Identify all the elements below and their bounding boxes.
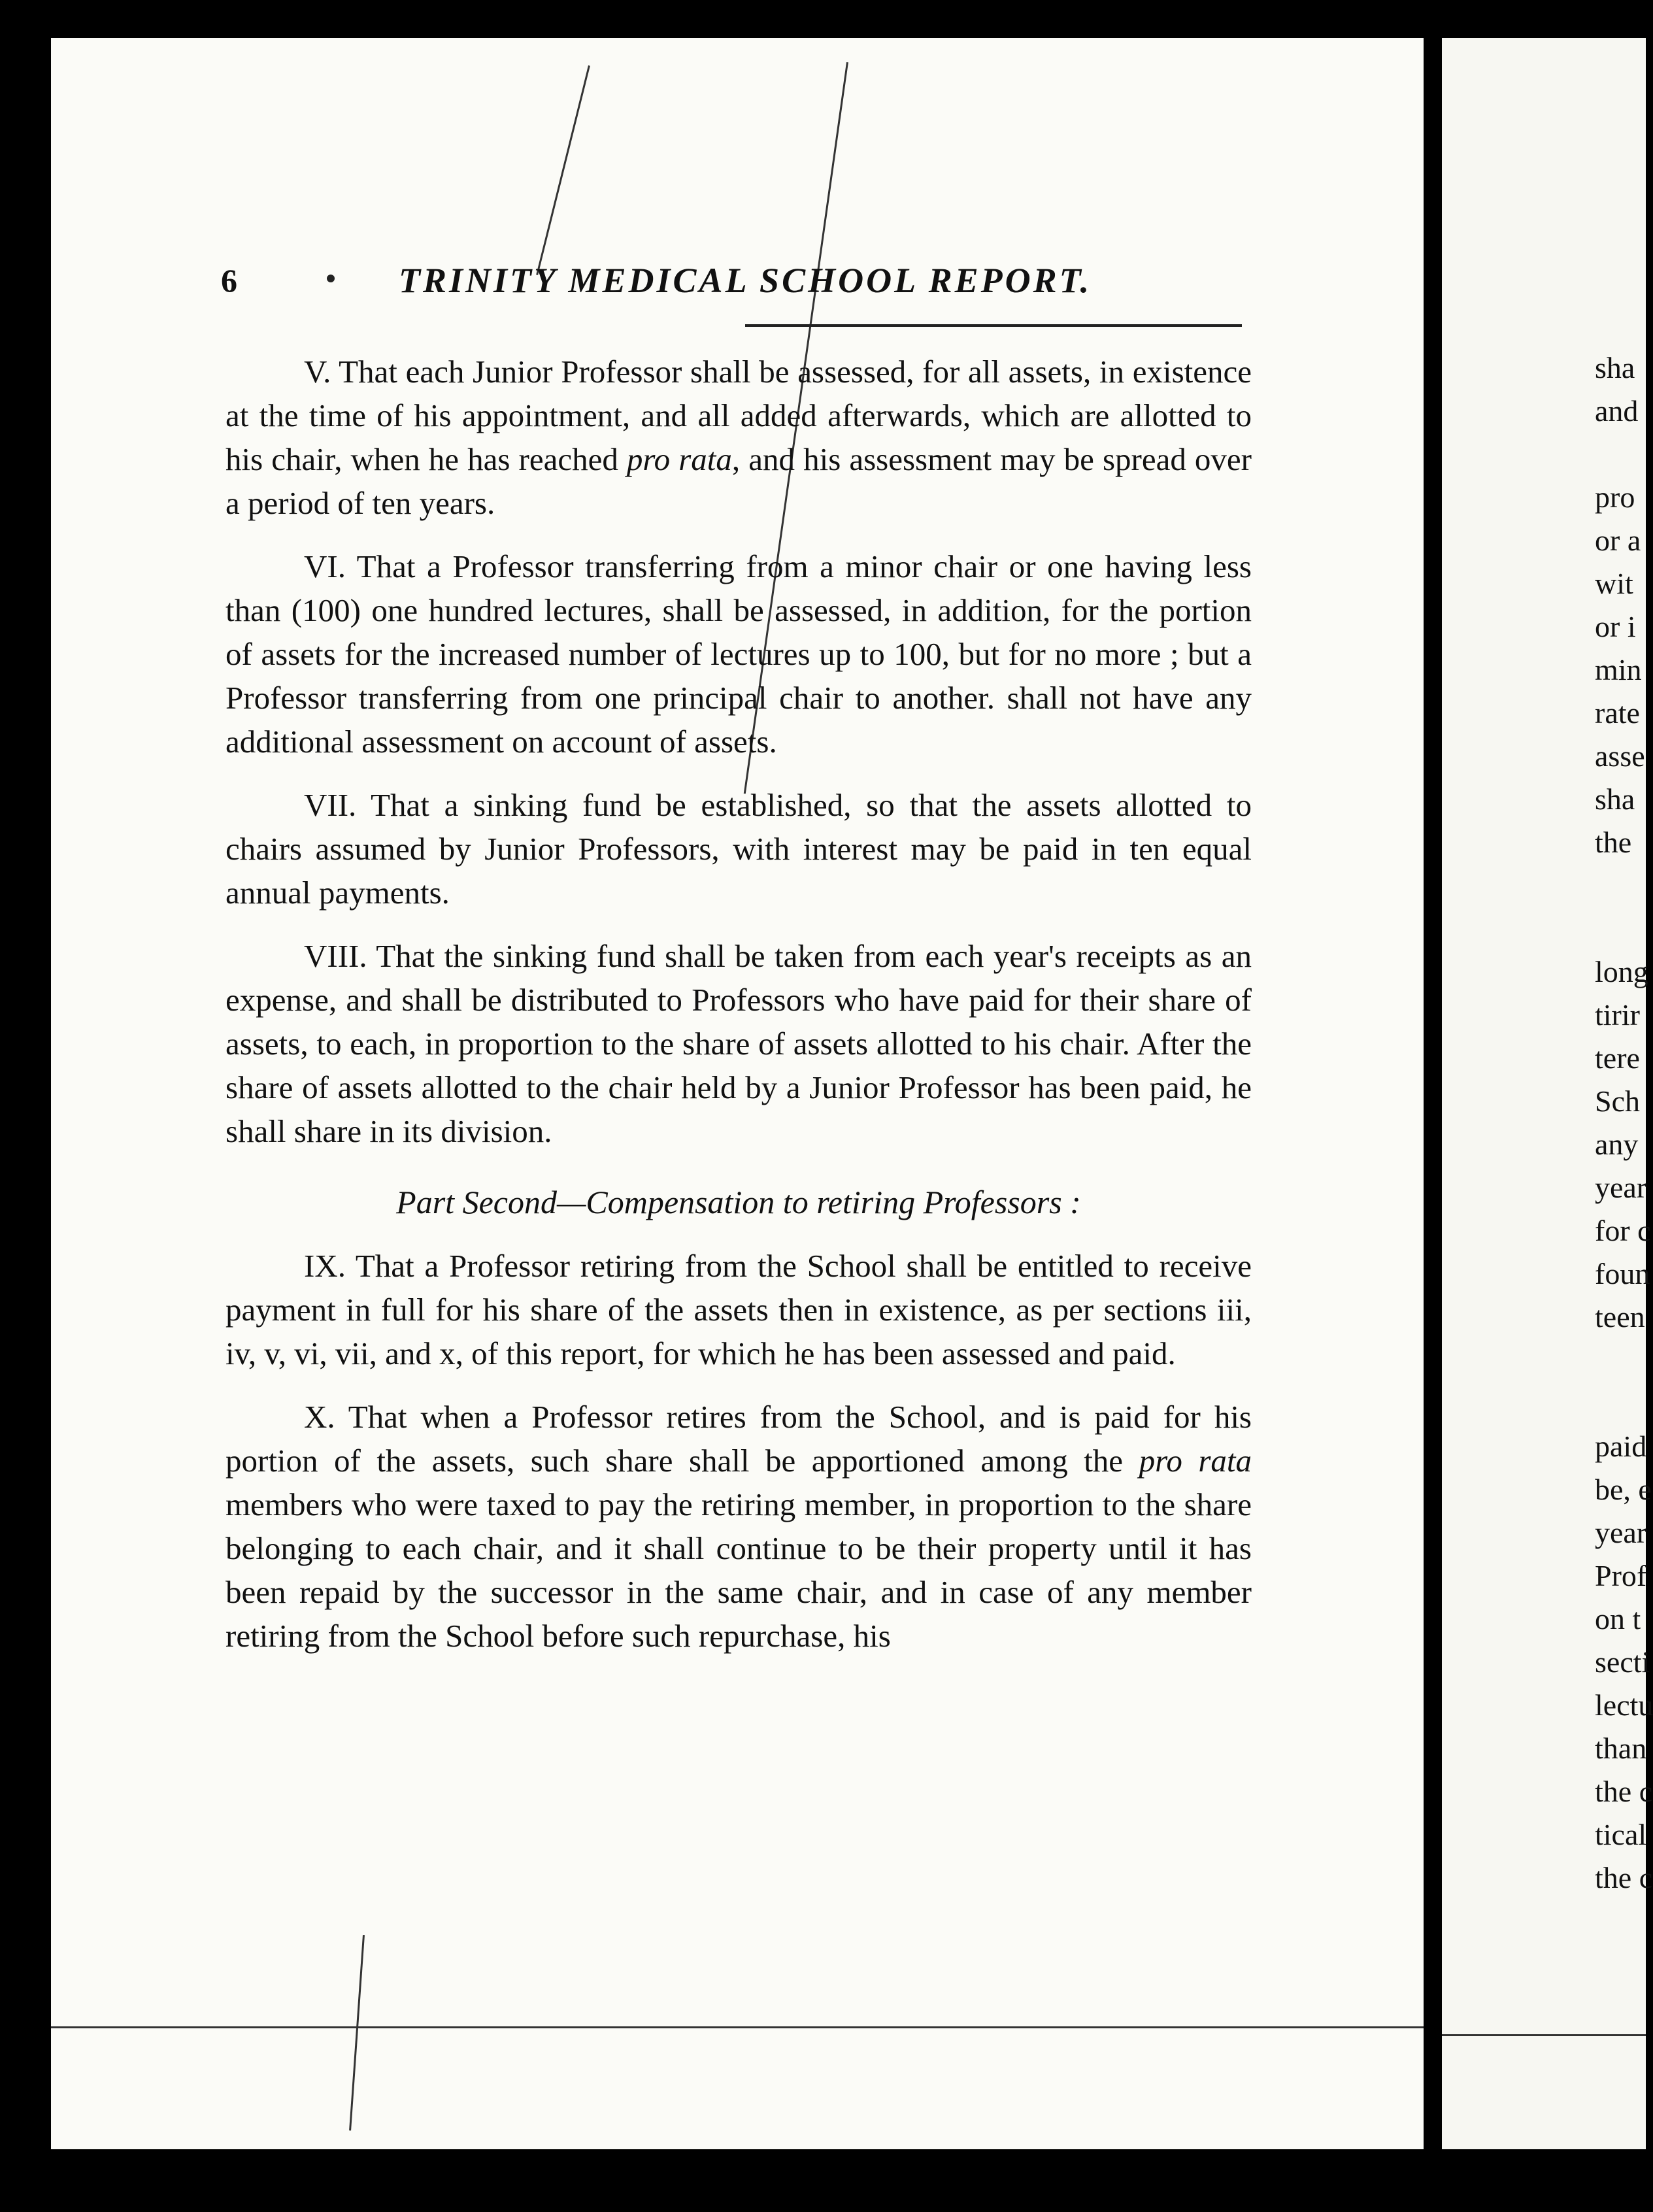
footer-rule bbox=[51, 2026, 1424, 2028]
section-vi-paragraph: VI. That a Professor transferring from a minor chair or one having less than (100) one hundred lectures, shall be assessed, in addition, for the portion of assets for the increased number of lectures up to 100, but for no more ; but a Professor transferring from one principal chair to another. shall not have any additional assessment on account of assets. bbox=[225, 548, 1252, 760]
right-page-fragment: Prof bbox=[1595, 1559, 1647, 1592]
pro-rata-italic: pro rata bbox=[626, 441, 732, 477]
right-page-fragment: pro bbox=[1595, 480, 1635, 514]
right-page-fragments bbox=[1595, 346, 1653, 1900]
right-page-fragment: and bbox=[1595, 394, 1639, 427]
section-v-paragraph bbox=[225, 350, 1252, 525]
right-page-fragment: teen bbox=[1595, 1300, 1645, 1333]
right-page-fragment: paid bbox=[1595, 1430, 1647, 1463]
right-page-fragment bbox=[1595, 864, 1647, 907]
right-page-fragment: sha bbox=[1595, 351, 1635, 384]
section-viii-paragraph: VIII. That the sinking fund shall be taken from each year's receipts as an expense, and shall be distributed to Professors who have paid for their share of assets, to each, in proportion to the share of assets allotted to his chair. After the share of assets allotted to the chair held by a Junior Professor has been paid, he shall share in its division. bbox=[225, 938, 1252, 1149]
right-page-fragment: foun bbox=[1595, 1257, 1650, 1290]
right-page-fragment: wit bbox=[1595, 567, 1633, 600]
right-page-fragment: rate bbox=[1595, 696, 1640, 729]
right-page-fragment: for c bbox=[1595, 1214, 1651, 1247]
right-page-fragment bbox=[1595, 433, 1647, 476]
right-page-fragment: or a bbox=[1595, 524, 1641, 557]
right-page-fragment: the bbox=[1595, 826, 1632, 859]
page-title: TRINITY MEDICAL SCHOOL REPORT. bbox=[399, 261, 1092, 300]
page-gutter bbox=[1424, 0, 1442, 2212]
right-page-fragment: tical bbox=[1595, 1818, 1647, 1851]
part-second-heading: Part Second—Compensation to retiring Professors : bbox=[396, 1184, 1081, 1220]
right-page-fragment: year bbox=[1595, 1171, 1647, 1204]
right-page-fragment: secti bbox=[1595, 1645, 1650, 1679]
section-x-paragraph bbox=[225, 1395, 1252, 1658]
pro-rata-italic: pro rata bbox=[1139, 1443, 1252, 1479]
header-rule bbox=[745, 324, 1242, 327]
section-vii-paragraph: VII. That a sinking fund be established, so that the assets allotted to chairs assumed by Junior Professors, with interest may be paid in ten equal annual payments. bbox=[225, 787, 1252, 911]
right-page-fragment: tirir bbox=[1595, 998, 1640, 1031]
right-page-fragment: lectu bbox=[1595, 1688, 1653, 1722]
right-page-fragment: or i bbox=[1595, 610, 1636, 643]
right-page-fragment: on t bbox=[1595, 1602, 1641, 1635]
right-page-fragment: year bbox=[1595, 1516, 1647, 1549]
right-page-fragment: be, e bbox=[1595, 1473, 1652, 1506]
section-x-text: X. That when a Professor retires from the School, and is paid for his portion of the assets, such share shall be apportioned among the bbox=[225, 1399, 1252, 1479]
right-page-fragment: asse bbox=[1595, 739, 1645, 773]
page-number: 6 bbox=[221, 262, 237, 299]
right-page-fragment: than bbox=[1595, 1732, 1647, 1765]
right-page-fragment: long bbox=[1595, 955, 1648, 988]
section-ix-paragraph: IX. That a Professor retiring from the School shall be entitled to receive payment in full for his share of the assets then in existence, as per sections iii, iv, v, vi, vii, and x, of this report, for which he has been assessed and paid. bbox=[225, 1248, 1252, 1371]
right-page-fragment: the c bbox=[1595, 1861, 1653, 1894]
scan-border-bottom bbox=[0, 2149, 1646, 2212]
right-page-fragment: min bbox=[1595, 653, 1642, 686]
section-x-text-end: members who were taxed to pay the retiring member, in proportion to the share belonging to each chair, and it shall continue to be their property until it has been repaid by the successor in the same chair, and in case of any member retiring from the School before such repurchase, his bbox=[225, 1486, 1252, 1654]
right-page-fragment bbox=[1595, 1339, 1647, 1382]
right-page-fragment bbox=[1595, 1382, 1647, 1425]
section-v-text-end: , and his assessment may be spread over a period of ten years. bbox=[225, 441, 1252, 521]
right-page-fragment: tere bbox=[1595, 1041, 1640, 1075]
right-page-fragment bbox=[1595, 907, 1647, 950]
right-page-fragment: any bbox=[1595, 1128, 1639, 1161]
section-v-text: V. That each Junior Professor shall be assessed, for all assets, in existence at the time of his appointment, and all added afterwards, which are allotted to his chair, when he has reached bbox=[225, 354, 1252, 477]
right-page-fragment: the c bbox=[1595, 1775, 1653, 1808]
right-page-fragment: Sch bbox=[1595, 1084, 1640, 1118]
bullet-dot bbox=[327, 275, 335, 282]
document-body bbox=[225, 350, 1252, 1677]
right-page-fragment: sha bbox=[1595, 782, 1635, 816]
footer-rule-right bbox=[1442, 2034, 1646, 2036]
